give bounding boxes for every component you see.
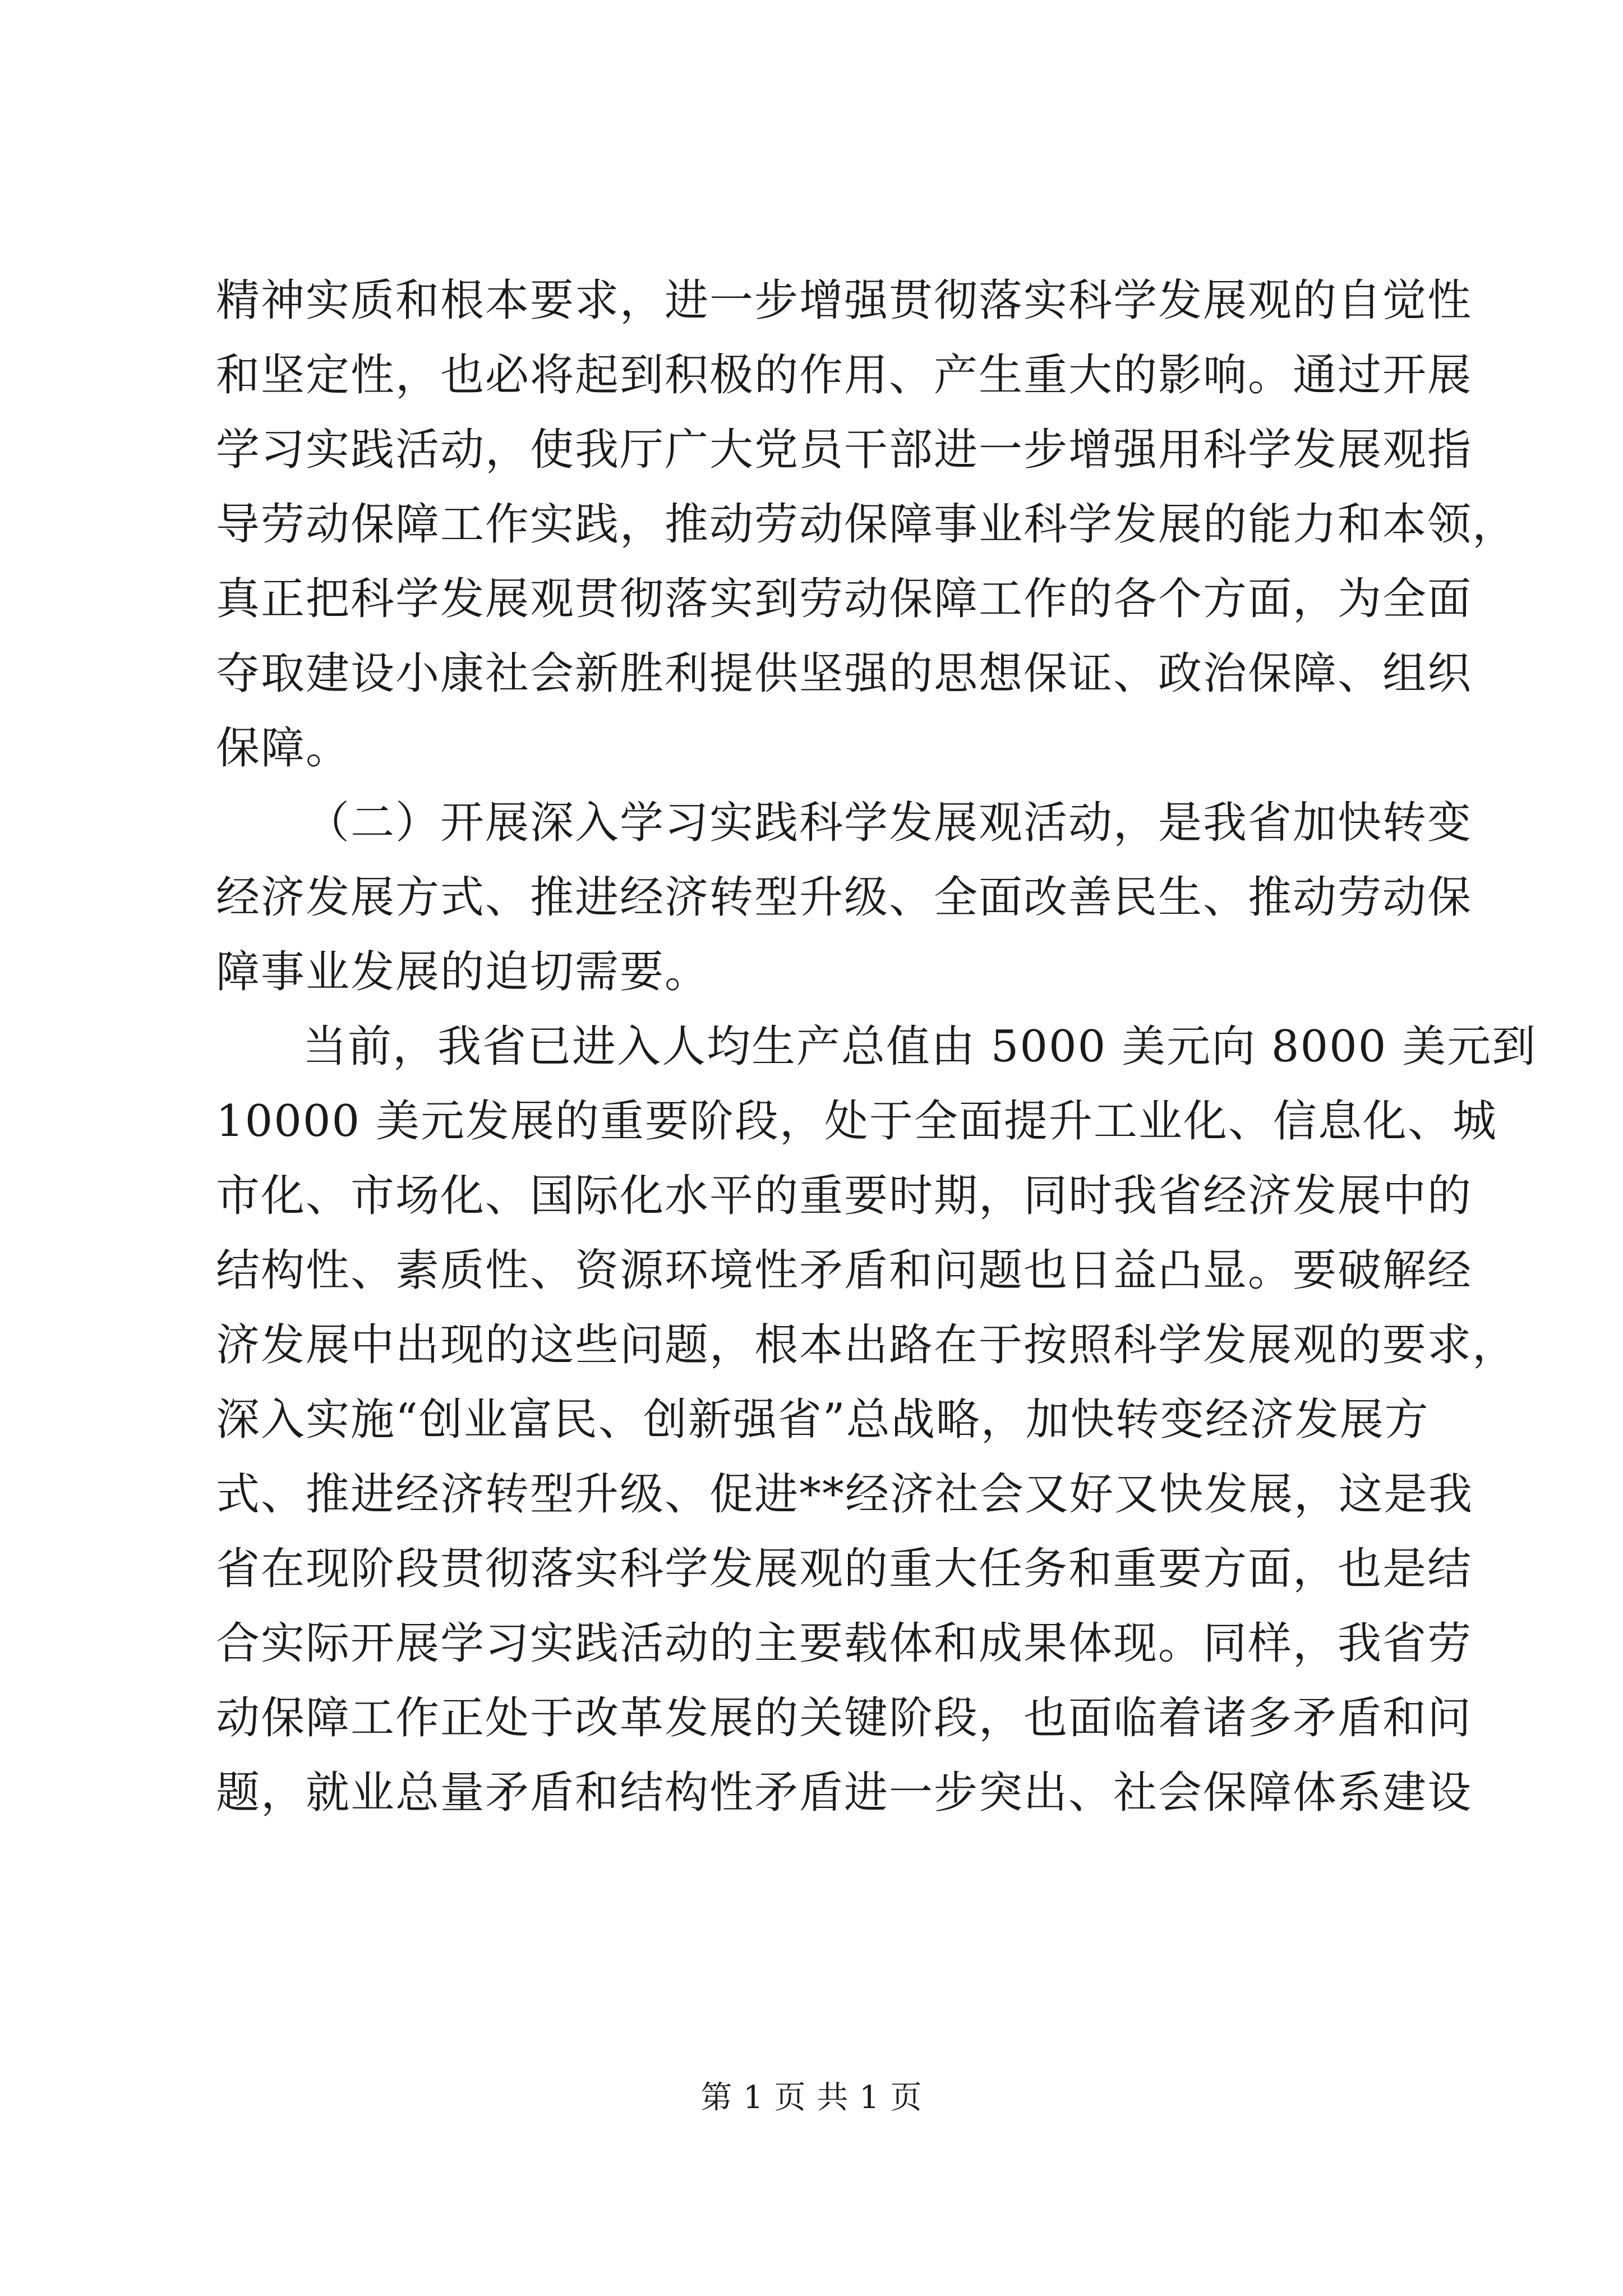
- section-heading-line: 障事业发展的迫切需要。: [216, 947, 710, 997]
- text-line: 夺取建设小康社会新胜利提供坚强的思想保证、政治保障、组织: [216, 648, 1473, 699]
- text-line: 和坚定性，也必将起到积极的作用、产生重大的影响。通过开展: [216, 350, 1473, 401]
- text-line: 题，就业总量矛盾和结构性矛盾进一步突出、社会保障体系建设: [216, 1768, 1473, 1818]
- text-line: 学习实践活动，使我厅广大党员干部进一步增强用科学发展观指: [216, 425, 1473, 475]
- text-line: 济发展中出现的这些问题，根本出路在于按照科学发展观的要求，: [216, 1320, 1518, 1370]
- text-line: 保障。: [216, 723, 351, 774]
- text-line: 当前，我省已进入人均生产总值由 5000 美元向 8000 美元到: [303, 1022, 1537, 1072]
- text-line: 省在现阶段贯彻落实科学发展观的重大任务和重要方面，也是结: [216, 1544, 1473, 1594]
- text-line: 真正把科学发展观贯彻落实到劳动保障工作的各个方面，为全面: [216, 574, 1473, 624]
- text-line: 动保障工作正处于改革发展的关键阶段，也面临着诸多矛盾和问: [216, 1693, 1473, 1743]
- text-line: 10000 美元发展的重要阶段，处于全面提升工业化、信息化、城: [216, 1096, 1497, 1147]
- page-footer: 第 1 页 共 1 页: [700, 2079, 923, 2116]
- text-line: 合实际开展学习实践活动的主要载体和成果体现。同样，我省劳: [216, 1618, 1473, 1669]
- text-line: 深入实施“创业富民、创新强省”总战略，加快转变经济发展方: [216, 1395, 1430, 1445]
- text-line: 精神实质和根本要求，进一步增强贯彻落实科学发展观的自觉性: [216, 275, 1473, 326]
- section-heading-line: 经济发展方式、推进经济转型升级、全面改善民生、推动劳动保: [216, 872, 1473, 923]
- text-line: 结构性、素质性、资源环境性矛盾和问题也日益凸显。要破解经: [216, 1245, 1473, 1296]
- document-body: [216, 264, 1537, 1830]
- text-line: 导劳动保障工作实践，推动劳动保障事业科学发展的能力和本领，: [216, 499, 1518, 550]
- text-line: 式、推进经济转型升级、促进**经济社会又好又快发展，这是我: [216, 1469, 1474, 1520]
- text-line: 市化、市场化、国际化水平的重要时期，同时我省经济发展中的: [216, 1171, 1473, 1221]
- section-heading-line: （二）开展深入学习实践科学发展观活动，是我省加快转变: [306, 798, 1473, 848]
